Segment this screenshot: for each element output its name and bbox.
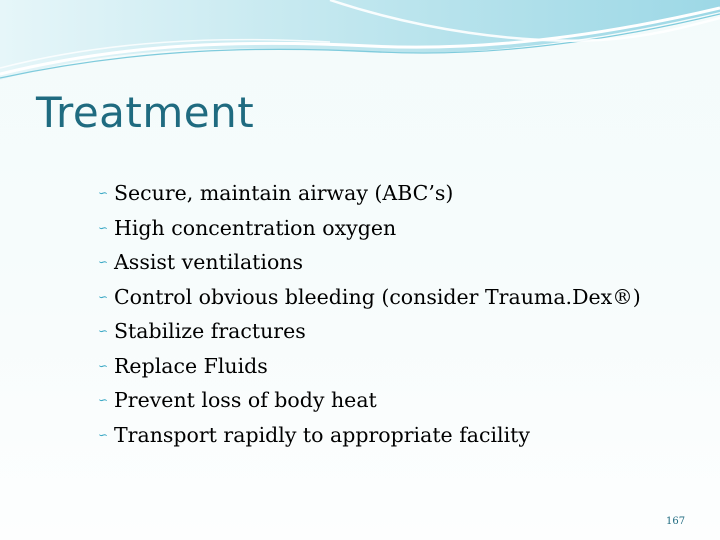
wave-bullet-icon: ∽ [98, 324, 109, 338]
bullet-text: Transport rapidly to appropriate facility [114, 422, 530, 447]
wave-bullet-icon: ∽ [98, 186, 109, 200]
slide-title: Treatment [36, 88, 255, 137]
wave-bullet-icon: ∽ [98, 220, 109, 235]
bullet-text: Replace Fluids [114, 353, 268, 378]
bullet-text: Control obvious bleeding (consider Trauma.Dex®) [114, 284, 641, 309]
bullet-text: High concentration oxygen [114, 215, 397, 240]
bullet-item [98, 176, 641, 211]
bullet-item [98, 349, 641, 384]
bullet-list [98, 176, 641, 452]
wave-bullet-icon: ∽ [98, 393, 109, 407]
bullet-text: Secure, maintain airway (ABC’s) [114, 181, 454, 205]
bullet-item [98, 280, 641, 315]
bullet-item [98, 211, 641, 246]
bullet-text: Stabilize fractures [114, 319, 306, 343]
bullet-text: Prevent loss of body heat [114, 388, 377, 412]
bullet-item [98, 314, 641, 349]
bullet-item [98, 383, 641, 418]
bullet-item [98, 245, 641, 280]
wave-bullet-icon: ∽ [98, 289, 109, 304]
page-number: 167 [666, 516, 686, 527]
bullet-item [98, 418, 641, 453]
bullet-text: Assist ventilations [114, 250, 304, 274]
wave-bullet-icon: ∽ [98, 427, 109, 442]
wave-bullet-icon: ∽ [98, 255, 109, 269]
header-wave-decoration [0, 0, 720, 90]
wave-bullet-icon: ∽ [98, 358, 109, 373]
